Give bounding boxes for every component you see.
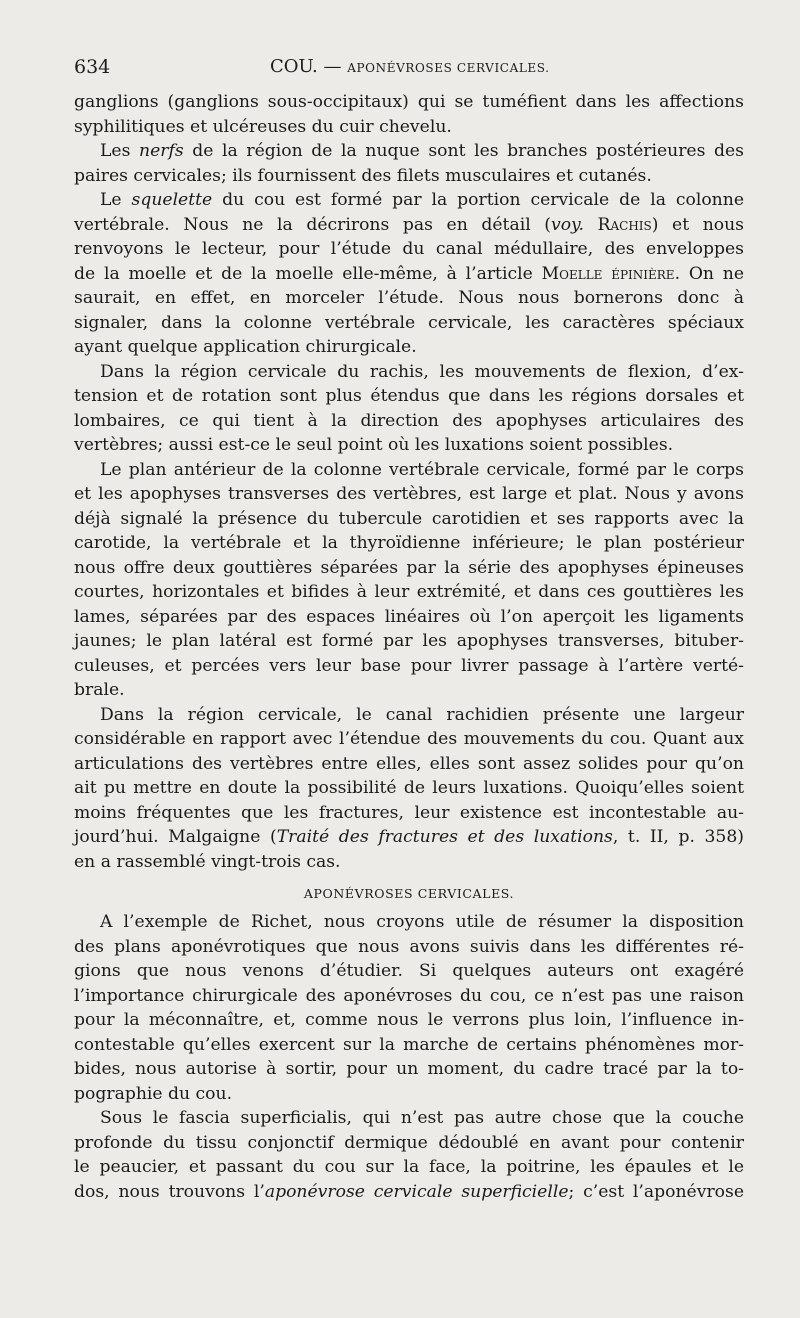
text-line: A l’exemple de Richet, nous croyons utile de résumer la disposition bbox=[100, 912, 744, 932]
text-line: nous offre deux gouttières séparées par la série des apophyses épineuses bbox=[74, 557, 744, 578]
text-line: contestable qu’elles exercent sur la marche de certains phénomènes mor- bbox=[74, 1034, 744, 1055]
text-line: déjà signalé la présence du tubercule carotidien et ses rapports avec la bbox=[74, 508, 744, 529]
text-line: des plans aponévrotiques que nous avons suivis dans les différentes ré- bbox=[74, 936, 744, 957]
text-line: syphilitiques et ulcéreuses du cuir chevelu. bbox=[74, 116, 452, 137]
text-line: vertébrale. Nous ne la décrirons pas en détail (voy. Rachis) et nous bbox=[74, 214, 745, 235]
running-head-main: COU. bbox=[270, 56, 318, 77]
text-line: articulations des vertèbres entre elles, elles sont assez solides pour qu’on bbox=[74, 753, 744, 774]
text-line: gions que nous venons d’étudier. Si quelques auteurs ont exagéré bbox=[74, 961, 744, 981]
text-line: signaler, dans la colonne vertébrale cervicale, les caractères spéciaux bbox=[74, 312, 744, 333]
text-line: Dans la région cervicale du rachis, les mouvements de flexion, d’ex- bbox=[100, 361, 744, 382]
text-line: profonde du tissu conjonctif dermique dédoublé en avant pour contenir bbox=[74, 1132, 744, 1153]
text-line: dos, nous trouvons l’aponévrose cervicale superficielle; c’est l’aponévrose bbox=[74, 1181, 744, 1202]
text-line: Le squelette du cou est formé par la portion cervicale de la colonne bbox=[100, 190, 744, 210]
text-line: brale. bbox=[74, 680, 125, 700]
text-line: jaunes; le plan latéral est formé par les apophyses transverses, bituber- bbox=[74, 631, 744, 651]
text-line: jourd’hui. Malgaigne (Traité des fractures et des luxations, t. II, p. 358) bbox=[74, 827, 745, 847]
text-line: et les apophyses transverses des vertèbres, est large et plat. Nous y avons bbox=[74, 484, 744, 504]
text-line: tension et de rotation sont plus étendus que dans les régions dorsales et bbox=[74, 386, 744, 406]
page-header bbox=[74, 56, 754, 80]
running-head-dash: — bbox=[317, 56, 348, 77]
section-heading: APONÉVROSES CERVICALES. bbox=[303, 886, 515, 901]
text-line: l’importance chirurgicale des aponévroses du cou, ce n’est pas une raison bbox=[74, 985, 744, 1006]
text-line: carotide, la vertébrale et la thyroïdienne inférieure; le plan postérieur bbox=[74, 533, 744, 553]
text-line: ganglions (ganglions sous-occipitaux) qui se tuméfient dans les affections bbox=[74, 92, 744, 112]
paragraph bbox=[74, 458, 744, 703]
paragraph bbox=[74, 703, 744, 875]
text-line: de la moelle et de la moelle elle-même, à l’article Moelle épinière. On ne bbox=[74, 263, 744, 284]
text-line: en a rassemblé vingt-trois cas. bbox=[74, 851, 341, 872]
text-line: culeuses, et percées vers leur base pour livrer passage à l’artère verté- bbox=[74, 655, 744, 676]
text-line: Le plan antérieur de la colonne vertébrale cervicale, formé par le corps bbox=[100, 459, 744, 480]
paragraph bbox=[74, 910, 744, 1106]
running-head-sub: APONÉVROSES CERVICALES. bbox=[347, 61, 550, 75]
paragraph bbox=[74, 188, 744, 360]
text-line: lombaires, ce qui tient à la direction des apophyses articulaires des bbox=[74, 410, 744, 431]
body-text bbox=[74, 90, 744, 1204]
text-line: considérable en rapport avec l’étendue des mouvements du cou. Quant aux bbox=[74, 729, 744, 749]
text-line: saurait, en effet, en morceler l’étude. Nous nous bornerons donc à bbox=[74, 288, 744, 308]
text-line: Dans la région cervicale, le canal rachidien présente une largeur bbox=[100, 704, 744, 725]
paragraph bbox=[74, 360, 744, 458]
paragraphs-before-heading bbox=[74, 90, 744, 874]
paragraph bbox=[74, 139, 744, 188]
text-line: paires cervicales; ils fournissent des filets musculaires et cutanés. bbox=[74, 165, 652, 186]
running-head bbox=[270, 56, 550, 77]
text-line: moins fréquentes que les fractures, leur existence est incontestable au- bbox=[74, 802, 744, 823]
text-line: bides, nous autorise à sortir, pour un moment, du cadre tracé par la to- bbox=[74, 1059, 744, 1079]
text-line: ayant quelque application chirurgicale. bbox=[74, 337, 417, 357]
page-number: 634 bbox=[74, 56, 111, 78]
text-line: le peaucier, et passant du cou sur la face, la poitrine, les épaules et le bbox=[74, 1157, 744, 1177]
text-line: vertèbres; aussi est-ce le seul point où les luxations soient possibles. bbox=[74, 435, 674, 455]
text-line: renvoyons le lecteur, pour l’étude du canal médullaire, des enveloppes bbox=[74, 239, 744, 259]
text-line: courtes, horizontales et bifides à leur extrémité, et dans ces gouttières les bbox=[74, 582, 744, 602]
text-line: ait pu mettre en doute la possibilité de leurs luxations. Quoiqu’elles soient bbox=[74, 778, 744, 798]
paragraphs-after-heading bbox=[74, 910, 744, 1204]
text-line: Les nerfs de la région de la nuque sont les branches postérieures des bbox=[100, 141, 744, 161]
paragraph bbox=[74, 1106, 744, 1204]
text-line: Sous le fascia superficialis, qui n’est pas autre chose que la couche bbox=[100, 1108, 744, 1128]
paragraph bbox=[74, 90, 744, 139]
text-line: pographie du cou. bbox=[74, 1083, 233, 1104]
text-line: lames, séparées par des espaces linéaires où l’on aperçoit les ligaments bbox=[74, 606, 744, 627]
text-line: pour la méconnaître, et, comme nous le verrons plus loin, l’influence in- bbox=[74, 1010, 744, 1030]
